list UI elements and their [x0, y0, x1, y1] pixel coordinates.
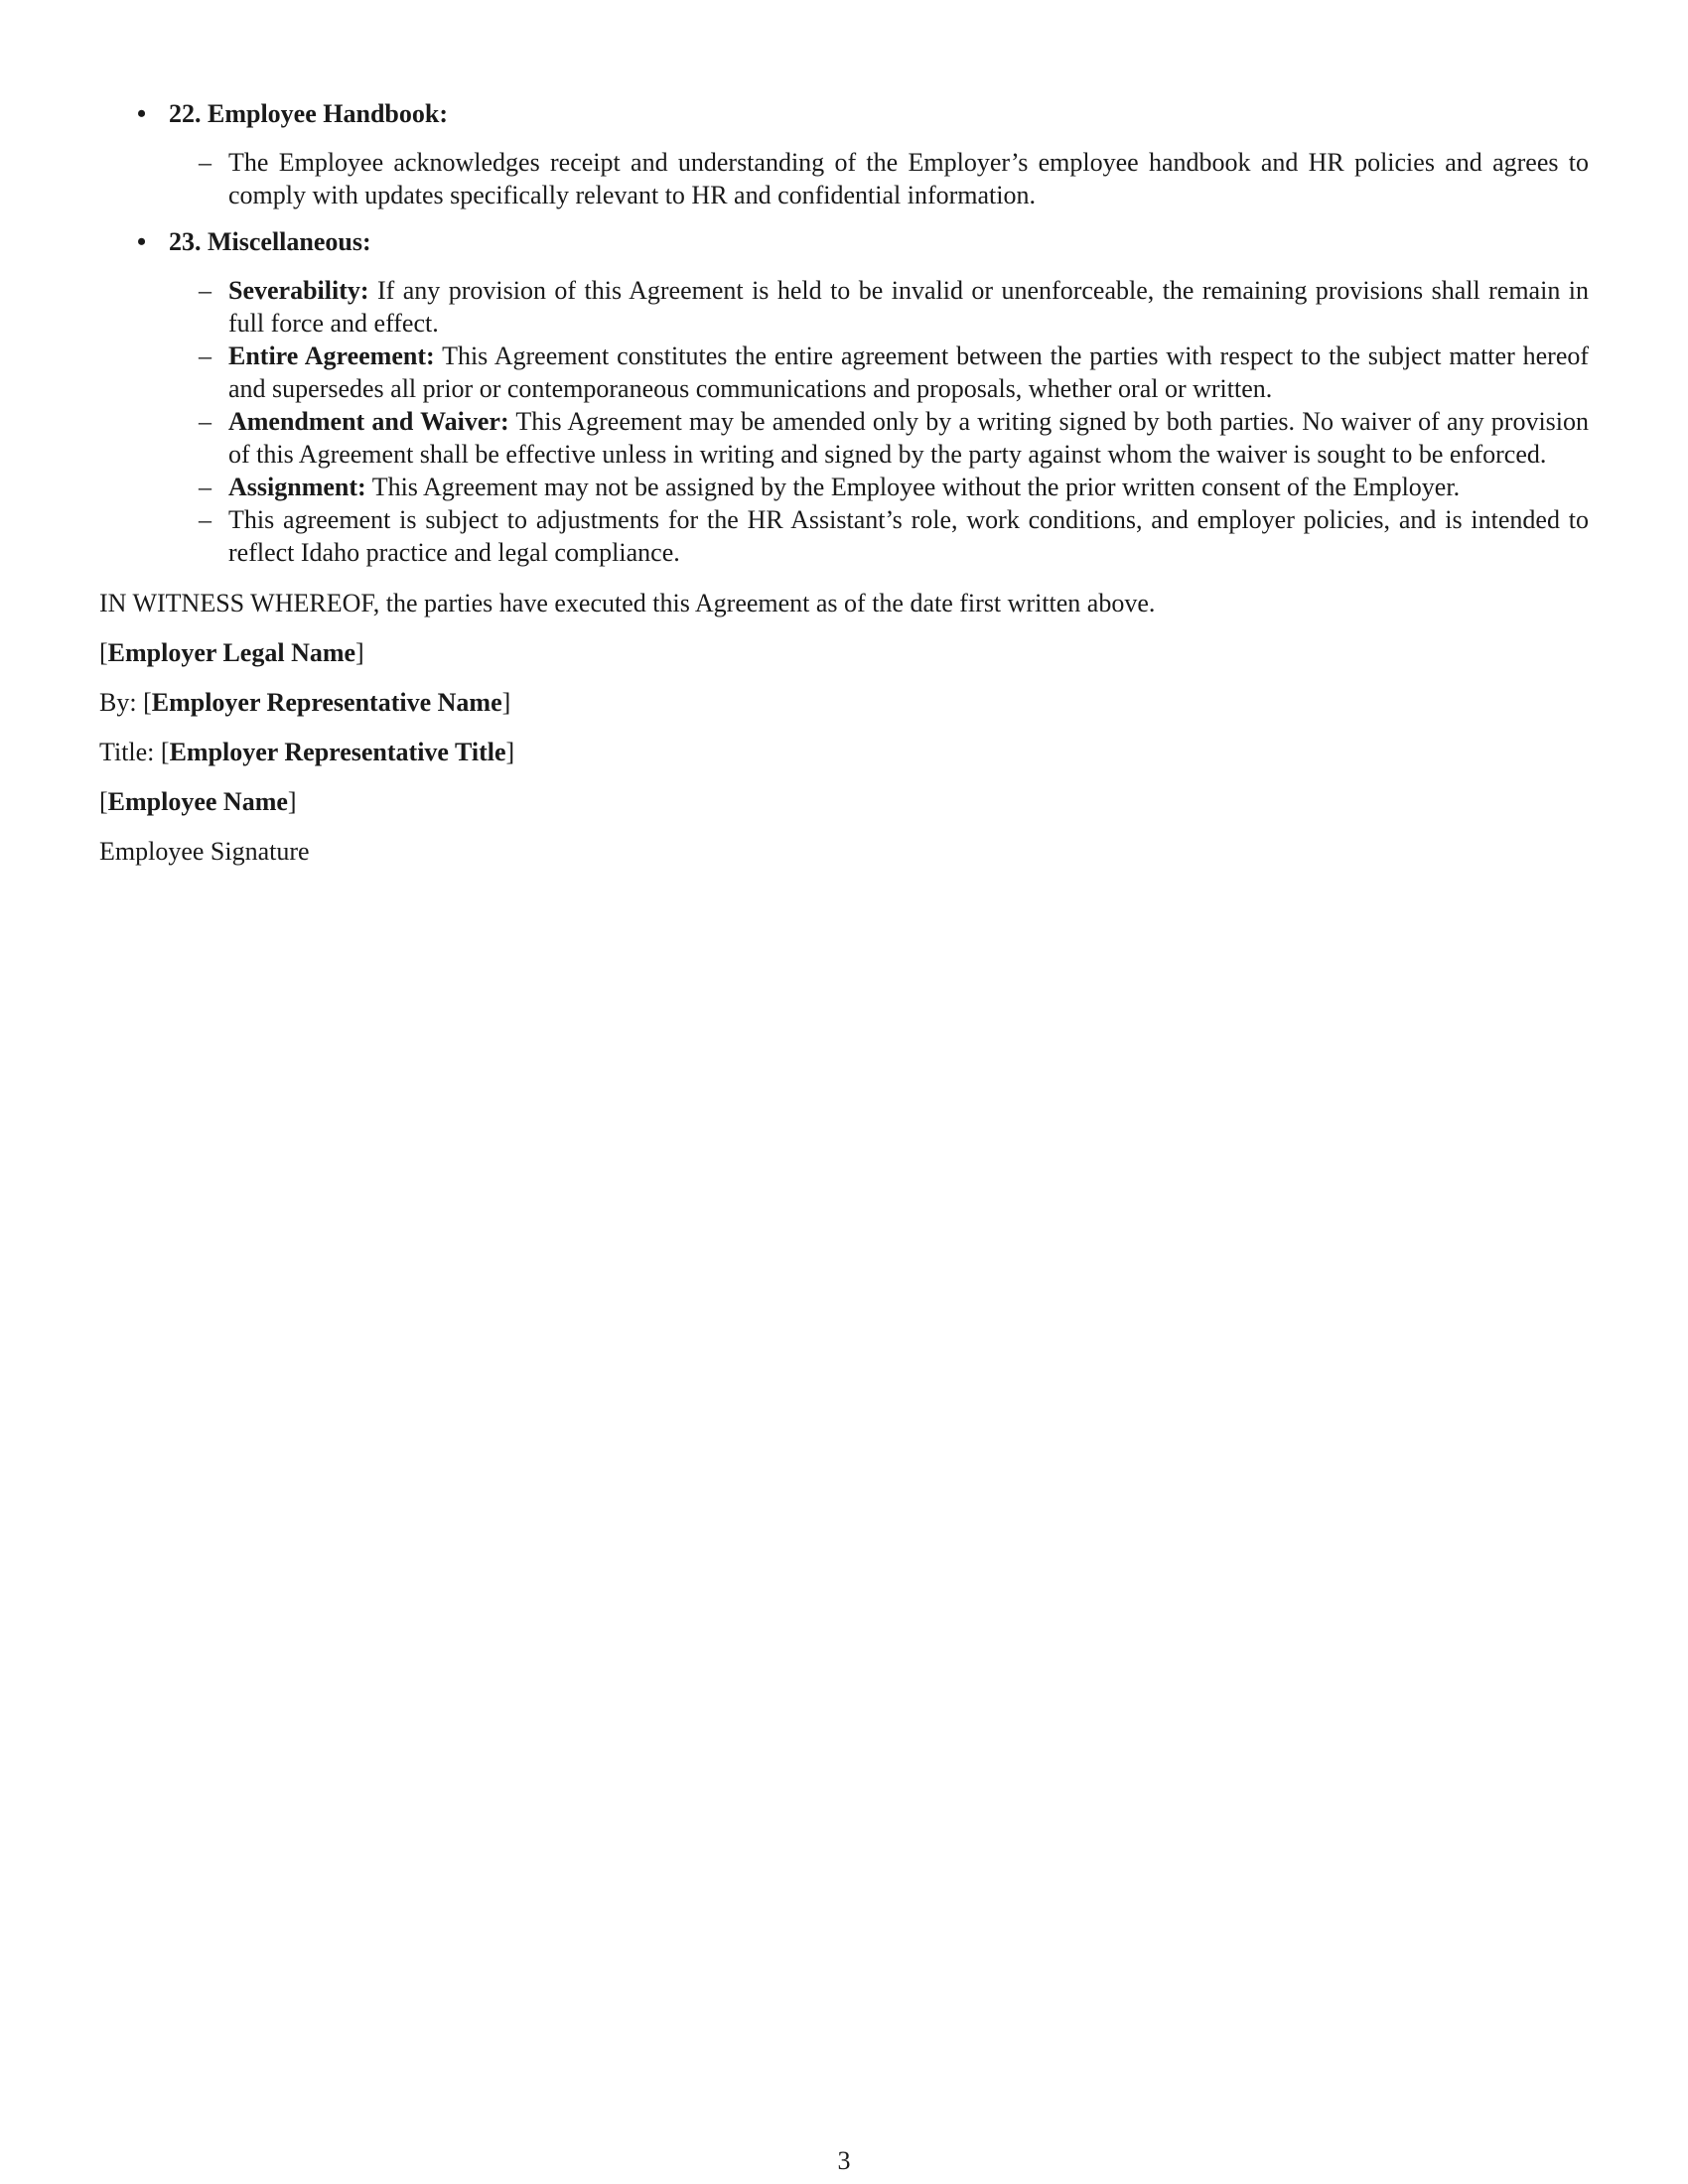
document-page — [99, 97, 1589, 868]
sub-list — [169, 274, 1589, 569]
employer-title-line: Title: [Employer Representative Title] — [99, 738, 515, 766]
list-item-severability — [199, 274, 1589, 340]
employer-representative-name: Employer Representative Name — [151, 688, 502, 717]
employer-representative-line: By: [Employer Representative Name] — [99, 688, 511, 717]
list-item-text: This Agreement constitutes the entire agreement between the parties with respect to the subject matter hereof and supersedes all prior or contemporaneous communications and proposals, whether oral or written. — [228, 341, 1590, 403]
dash-marker: – — [199, 473, 211, 501]
title-label: Title: — [99, 738, 155, 766]
bullet: • — [137, 227, 147, 256]
employee-signature-label: Employee Signature — [99, 837, 310, 866]
list-item-term: Severability: — [228, 276, 369, 305]
bullet: • — [137, 99, 147, 128]
list-item-term: Amendment and Waiver: — [228, 407, 509, 436]
section-miscellaneous — [99, 225, 1589, 569]
section-title: 23. Miscellaneous: — [169, 227, 371, 256]
dash-marker: – — [199, 341, 211, 370]
dash-marker: – — [199, 148, 211, 177]
sub-list — [169, 146, 1589, 211]
list-item-assignment — [199, 471, 1589, 503]
dash-marker: – — [199, 505, 211, 534]
list-item — [199, 146, 1589, 211]
page-number: 3 — [837, 2146, 851, 2175]
list-item-text: If any provision of this Agreement is held to be invalid or unenforceable, the remaining provisions shall remain in full force and effect. — [228, 276, 1589, 338]
list-item-term: Assignment: — [228, 473, 366, 501]
employer-legal-name: Employer Legal Name — [107, 638, 356, 667]
list-item-adjustments — [199, 503, 1589, 569]
list-item-entire-agreement — [199, 340, 1590, 405]
list-item-amendment-waiver — [199, 405, 1590, 471]
employer-legal-name-line: [Employer Legal Name] — [99, 638, 364, 667]
section-title: 22. Employee Handbook: — [169, 99, 448, 128]
dash-marker: – — [199, 407, 211, 436]
list-item-text: This Agreement may be amended only by a writing signed by both parties. No waiver of any provision of this Agreement shall be effective unless in writing and signed by the party against whom the waiver is sought to be enforced. — [228, 407, 1590, 469]
employee-name-line: [Employee Name] — [99, 787, 297, 816]
dash-marker: – — [199, 276, 211, 305]
by-label: By: — [99, 688, 137, 717]
employer-representative-title: Employer Representative Title — [169, 738, 506, 766]
list-item-text: This Agreement may not be assigned by the Employee without the prior written consent of the Employer. — [371, 473, 1461, 501]
list-item-term: Entire Agreement: — [228, 341, 435, 370]
list-item-text: This agreement is subject to adjustments for the HR Assistant’s role, work conditions, and employer policies, and is intended to reflect Idaho practice and legal compliance. — [228, 505, 1589, 567]
list-item-text: The Employee acknowledges receipt and understanding of the Employer’s employee handbook and HR policies and agrees to comply with updates specifically relevant to HR and confidential information. — [228, 148, 1589, 209]
employee-name: Employee Name — [107, 787, 288, 816]
section-employee-handbook — [99, 97, 1589, 211]
witness-clause: IN WITNESS WHEREOF, the parties have executed this Agreement as of the date first written above. — [99, 589, 1156, 617]
